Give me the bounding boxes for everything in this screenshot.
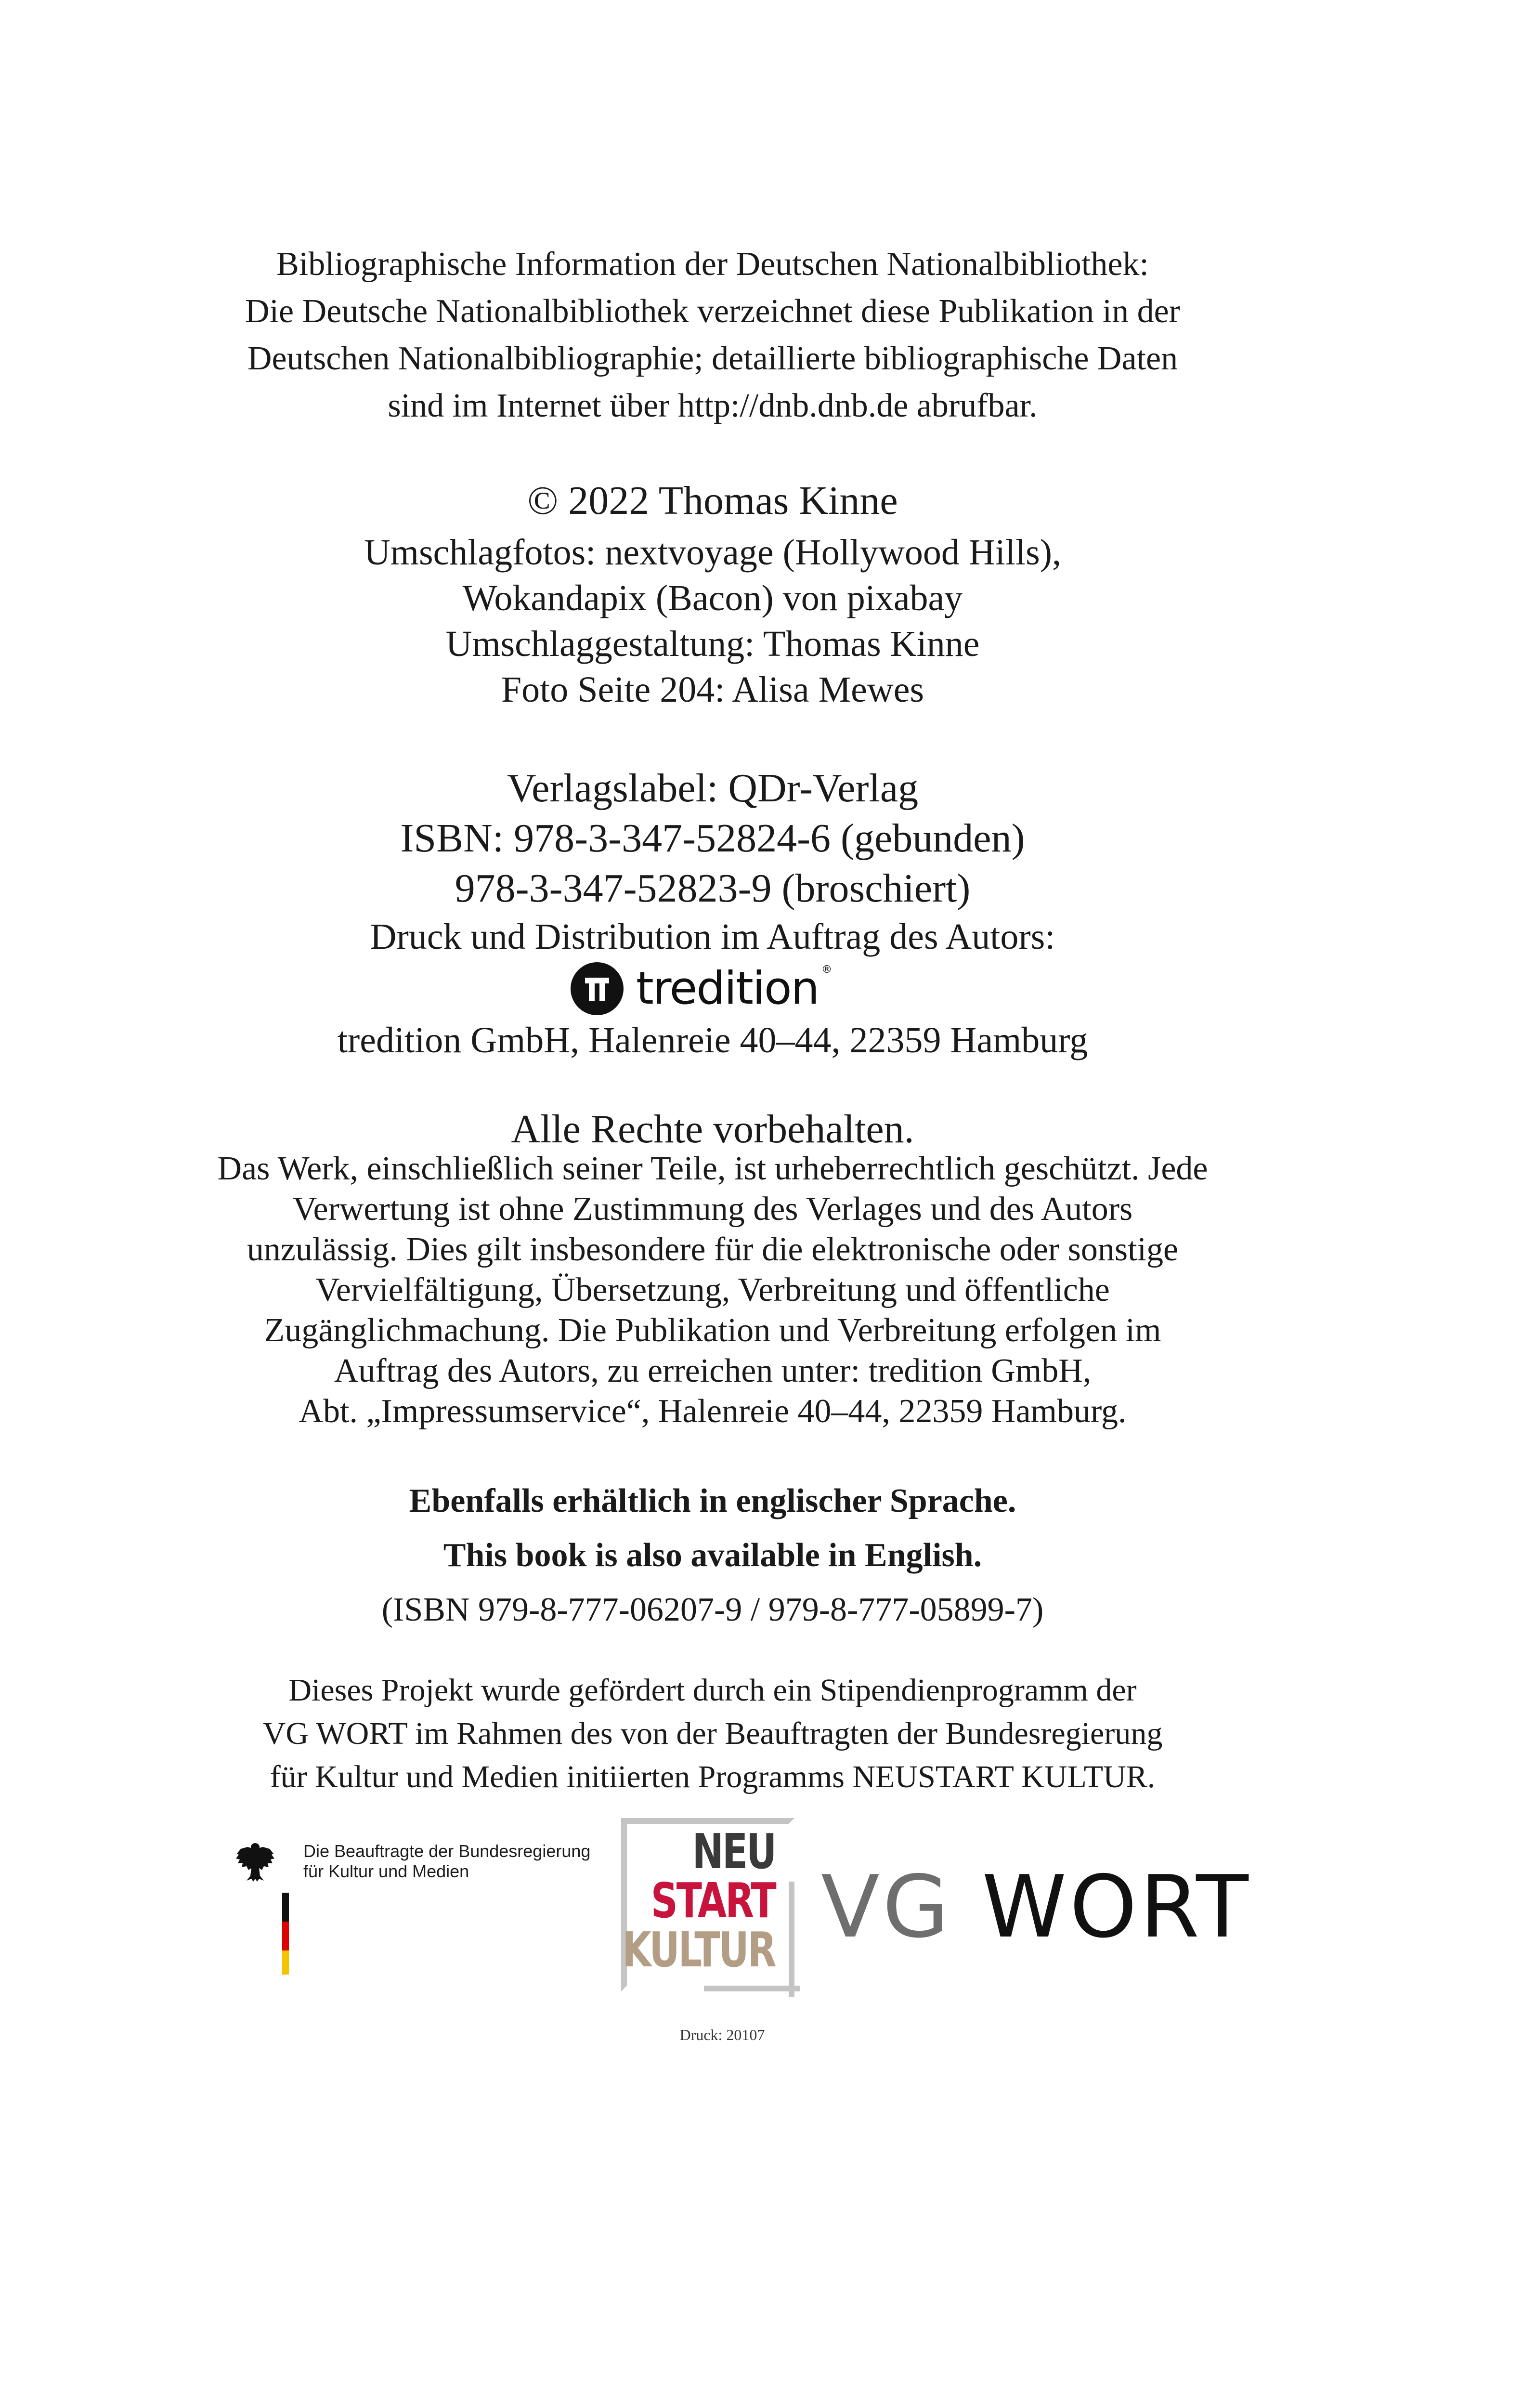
isbn-paperback: 978-3-347-52823-9 (broschiert) xyxy=(455,866,971,911)
rights-heading xyxy=(169,1103,1257,1156)
rights-line: Das Werk, einschließlich seiner Teile, ist urheberrechtlich geschützt. Jede xyxy=(217,1150,1208,1187)
bkm-line: Die Beauftragte der Bundesregierung xyxy=(303,1841,591,1861)
registered-mark: ® xyxy=(821,964,833,976)
address-line: tredition GmbH, Halenreie 40–44, 22359 Hamburg xyxy=(337,1020,1088,1060)
rights-text xyxy=(169,1149,1257,1432)
publisher-label: Verlagslabel: QDr-Verlag xyxy=(507,766,919,811)
neustart-word-start: START xyxy=(651,1872,775,1929)
flag-stripe-gold xyxy=(282,1950,289,1975)
image-credits xyxy=(169,530,1257,713)
credit-line: Umschlaggestaltung: Thomas Kinne xyxy=(445,624,980,664)
rights-line: Abt. „Impressumservice“, Halenreie 40–44, 22359 Hamburg. xyxy=(299,1393,1127,1430)
isbn-hardcover: ISBN: 978-3-347-52824-6 (gebunden) xyxy=(400,816,1025,861)
copyright-line: © 2022 Thomas Kinne xyxy=(527,478,898,523)
printing-line: Druck und Distribution im Auftrag des Autors: xyxy=(370,916,1055,957)
biblio-line: sind im Internet über http://dnb.dnb.de abrufbar. xyxy=(388,387,1038,424)
rights-line: unzulässig. Dies gilt insbesondere für die elektronische oder sonstige xyxy=(247,1231,1179,1268)
tredition-wordmark: tredition xyxy=(636,962,819,1015)
rights-line: Verwertung ist ohne Zustimmung des Verlages und des Autors xyxy=(292,1191,1133,1228)
printing-note xyxy=(169,913,1257,961)
rights-line: Auftrag des Autors, zu erreichen unter: tredition GmbH, xyxy=(334,1352,1092,1389)
credit-line: Umschlagfotos: nextvoyage (Hollywood Hills), xyxy=(364,532,1061,573)
biblio-line: Bibliographische Information der Deutschen Nationalbibliothek: xyxy=(276,246,1149,283)
vg-wort-prefix: VG xyxy=(821,1857,952,1957)
funding-note xyxy=(169,1669,1257,1799)
print-code: Druck: 20107 xyxy=(679,2026,765,2043)
english-edition-note xyxy=(169,1474,1257,1637)
english-note-en: This book is also available in English. xyxy=(443,1537,982,1574)
funding-line: VG WORT im Rahmen des von der Beauftragten der Bundesregierung xyxy=(262,1716,1163,1751)
funding-line: für Kultur und Medien initiierten Programms NEUSTART KULTUR. xyxy=(270,1759,1156,1794)
neustart-word-kultur: KULTUR xyxy=(622,1922,775,1978)
neustart-word-neu: NEU xyxy=(692,1823,775,1880)
tredition-logo xyxy=(571,961,850,1016)
bkm-line: für Kultur und Medien xyxy=(303,1861,469,1881)
rights-line: Zugänglichmachung. Die Publikation und Verbreitung erfolgen im xyxy=(264,1312,1161,1349)
rights-title: Alle Rechte vorbehalten. xyxy=(511,1107,914,1152)
neustart-frame xyxy=(704,1986,800,1991)
credit-line: Foto Seite 204: Alisa Mewes xyxy=(501,669,924,710)
biblio-line: Die Deutsche Nationalbibliothek verzeichnet diese Publikation in der xyxy=(245,293,1180,330)
flag-stripe-black xyxy=(282,1893,289,1922)
credit-line: Wokandapix (Bacon) von pixabay xyxy=(462,578,963,618)
biblio-line: Deutschen Nationalbibliographie; detaillierte bibliographische Daten xyxy=(247,340,1178,377)
vg-wort-word: WORT xyxy=(982,1857,1251,1957)
english-note-de: Ebenfalls erhältlich in englischer Sprache. xyxy=(409,1482,1016,1519)
bkm-text xyxy=(303,1841,590,1882)
flag-stripe-red xyxy=(282,1922,289,1950)
bkm-logo xyxy=(231,1837,616,1972)
federal-eagle-icon xyxy=(231,1837,279,1885)
vg-wort-logo xyxy=(821,1857,1251,1957)
tredition-mark-icon xyxy=(571,962,624,1015)
copyright-notice xyxy=(169,474,1257,527)
publisher-address xyxy=(169,1016,1257,1064)
bibliographic-info xyxy=(169,241,1257,430)
publisher-info xyxy=(169,763,1257,914)
funding-line: Dieses Projekt wurde gefördert durch ein Stipendienprogramm der xyxy=(288,1673,1137,1708)
english-isbn: (ISBN 979-8-777-06207-9 / 979-8-777-05899-7) xyxy=(381,1591,1044,1628)
neustart-kultur-logo xyxy=(621,1818,794,1991)
rights-line: Vervielfältigung, Übersetzung, Verbreitung und öffentliche xyxy=(315,1271,1110,1309)
neustart-frame xyxy=(789,1882,794,1997)
